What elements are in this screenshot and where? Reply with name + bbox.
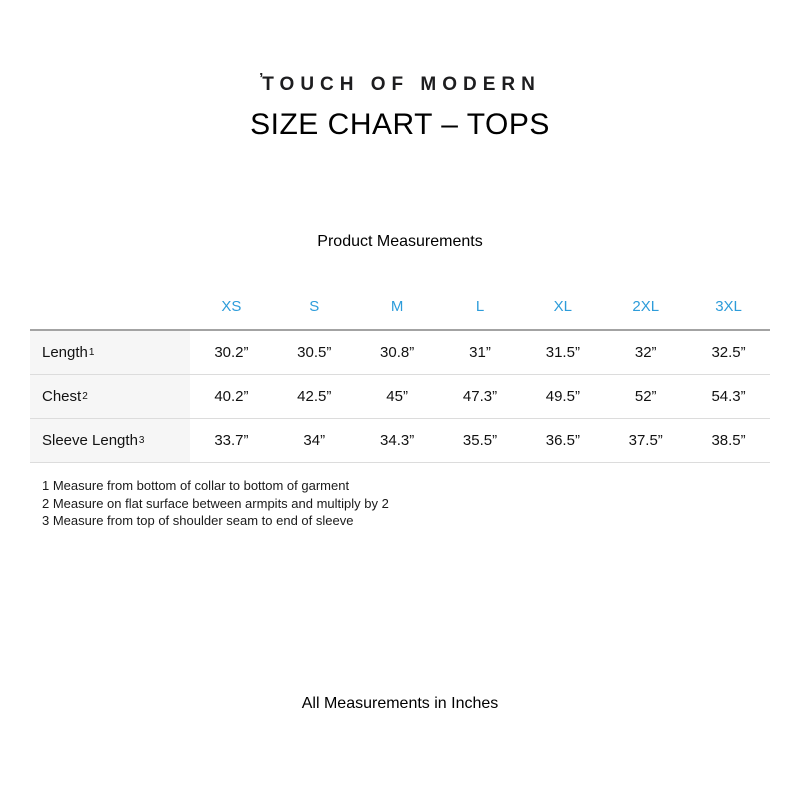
size-header-xl: XL: [553, 297, 573, 315]
table-row-sleeve-length: [30, 418, 770, 462]
row-label-text: Chest: [42, 388, 82, 405]
logo-text: TOUCH OF MODERN: [262, 74, 541, 95]
row-label-sleeve-length: Sleeve Length 3: [30, 419, 190, 462]
measurement-value: 40.2”: [214, 388, 249, 405]
table-row-chest: [30, 374, 770, 418]
measurement-value: 31.5”: [545, 344, 580, 361]
footnote-2: 2 Measure on flat surface between armpits and multiply by 2: [42, 495, 389, 511]
measurement-value: 30.8”: [380, 344, 415, 361]
measurement-value: 31”: [469, 344, 491, 361]
measurement-value: 52”: [634, 388, 657, 405]
measurement-value: 37.5”: [628, 432, 663, 449]
size-header-3xl: 3XL: [715, 297, 742, 315]
size-header-row: [30, 283, 770, 329]
measurement-value: 34”: [303, 432, 326, 449]
measurement-value: 45”: [386, 388, 408, 405]
footer-note: All Measurements in Inches: [301, 695, 499, 712]
footnotes: [42, 477, 389, 530]
measurement-value: 36.5”: [545, 432, 580, 449]
brand-logo: [0, 70, 800, 96]
size-header-2xl: 2XL: [632, 297, 660, 315]
table-body: [30, 329, 770, 463]
size-header-xs: XS: [221, 297, 242, 315]
measurement-value: 54.3”: [711, 388, 746, 405]
measurement-value: 32”: [634, 344, 657, 361]
measurement-value: 35.5”: [462, 432, 498, 449]
measurement-value: 47.3”: [462, 388, 498, 405]
measurements-table: [30, 283, 770, 463]
measurement-value: 34.3”: [380, 432, 415, 449]
table-row-length: [30, 331, 770, 374]
measurement-value: 42.5”: [297, 388, 332, 405]
page-title: SIZE CHART – TOPS: [250, 108, 550, 141]
measurement-value: 30.2”: [214, 344, 249, 361]
measurement-value: 30.5”: [297, 344, 332, 361]
footnote-3: 3 Measure from top of shoulder seam to end of sleeve: [42, 513, 354, 528]
row-label-text: Sleeve Length: [42, 432, 138, 449]
measurement-value: 32.5”: [711, 344, 746, 361]
size-header-l: L: [475, 297, 485, 315]
measurement-value: 38.5”: [711, 432, 746, 449]
footnote-1: 1 Measure from bottom of collar to bottom of garment: [42, 478, 350, 493]
table-subtitle: Product Measurements: [317, 233, 483, 250]
row-label-text: Length: [42, 344, 88, 361]
logo-tick-mark: ’: [259, 70, 264, 87]
measurement-value: 49.5”: [545, 388, 580, 405]
size-header-m: M: [390, 297, 404, 315]
measurement-value: 33.7”: [214, 432, 249, 449]
size-header-s: S: [309, 297, 320, 315]
row-label-length: Length 1: [30, 331, 190, 374]
row-label-chest: Chest 2: [30, 375, 190, 418]
